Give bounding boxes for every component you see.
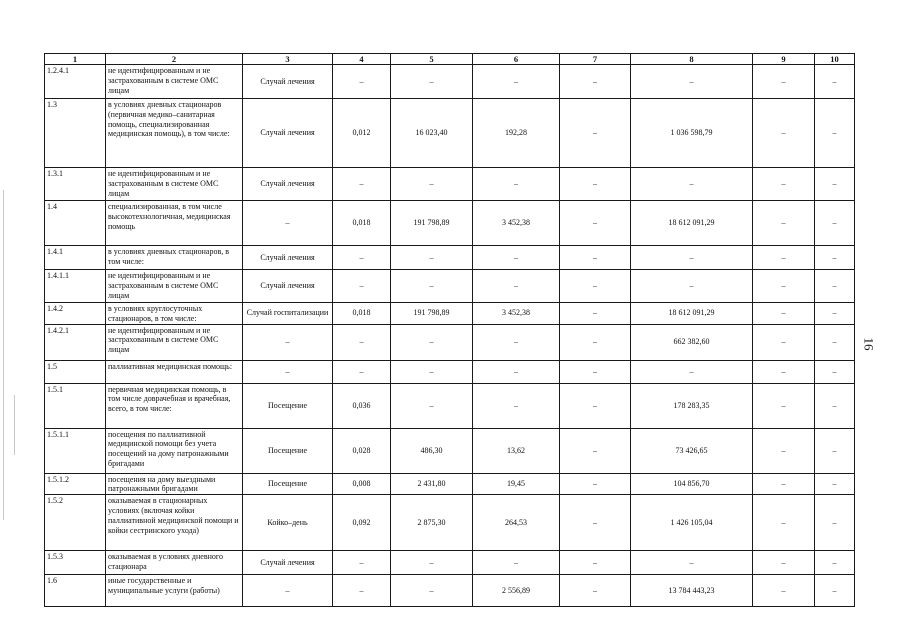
row-value-10: – [815,575,855,607]
row-value-7: – [560,495,631,551]
table-row [45,473,855,495]
row-value-5: – [391,168,473,201]
row-value-5: – [391,246,473,270]
row-unit: Посещение [243,473,333,495]
row-value-8: 73 426,65 [631,428,753,473]
row-name: не идентифицированным и не застрахованным в системе ОМС лицам [106,324,243,360]
row-value-10: – [815,428,855,473]
row-value-7: – [560,201,631,246]
row-code: 1.5.2 [45,495,106,551]
page-number: 16 [861,337,877,351]
row-value-7: – [560,575,631,607]
row-value-10: – [815,324,855,360]
row-value-8: 1 036 598,79 [631,99,753,168]
table-row [45,246,855,270]
row-value-9: – [753,65,815,99]
column-header: 8 [631,54,753,65]
row-value-9: – [753,168,815,201]
row-code: 1.4 [45,201,106,246]
scan-edge-mark [3,190,4,520]
row-name: посещения на дому выездными патронажными бригадами [106,473,243,495]
row-value-8: – [631,246,753,270]
row-value-5: – [391,575,473,607]
column-header: 1 [45,54,106,65]
row-value-4: – [333,360,391,383]
row-value-8: – [631,551,753,575]
row-value-7: – [560,270,631,303]
row-value-10: – [815,383,855,428]
row-value-4: 0,012 [333,99,391,168]
row-unit: Случай лечения [243,246,333,270]
row-unit: Случай лечения [243,65,333,99]
row-name: не идентифицированным и не застрахованным в системе ОМС лицам [106,65,243,99]
table-row [45,168,855,201]
row-name: не идентифицированным и не застрахованным в системе ОМС лицам [106,168,243,201]
row-name: оказываемая в стационарных условиях (включая койки паллиативной медицинской помощи и койки сестринского ухода) [106,495,243,551]
row-unit: Случай лечения [243,551,333,575]
table-row [45,270,855,303]
row-value-4: 0,018 [333,201,391,246]
row-value-4: – [333,551,391,575]
table-row [45,99,855,168]
row-value-8: 104 856,70 [631,473,753,495]
row-value-4: 0,092 [333,495,391,551]
row-value-6: – [473,246,560,270]
row-code: 1.5 [45,360,106,383]
row-value-9: – [753,495,815,551]
row-value-4: – [333,324,391,360]
table-row [45,383,855,428]
row-code: 1.2.4.1 [45,65,106,99]
row-value-7: – [560,65,631,99]
scan-edge-mark [14,395,15,455]
row-unit: Случай лечения [243,270,333,303]
row-value-8: 18 612 091,29 [631,303,753,325]
table-body [45,54,855,607]
row-unit: Случай госпитализации [243,303,333,325]
row-unit: Случай лечения [243,99,333,168]
row-name: в условиях дневных стационаров (первичная медико–санитарная помощь, специализированная медицинская помощь), в том числе: [106,99,243,168]
column-header: 3 [243,54,333,65]
row-value-5: 191 798,89 [391,201,473,246]
row-value-10: – [815,495,855,551]
row-value-5: – [391,383,473,428]
row-value-5: 16 023,40 [391,99,473,168]
row-value-7: – [560,428,631,473]
row-value-7: – [560,303,631,325]
table-row [45,201,855,246]
row-value-6: 3 452,38 [473,303,560,325]
column-header: 9 [753,54,815,65]
table-row [45,575,855,607]
row-name: в условиях круглосуточных стационаров, в том числе: [106,303,243,325]
row-code: 1.6 [45,575,106,607]
row-value-8: – [631,360,753,383]
data-table [44,53,855,607]
row-value-10: – [815,65,855,99]
row-value-8: 13 784 443,23 [631,575,753,607]
row-value-7: – [560,324,631,360]
row-value-8: – [631,168,753,201]
row-code: 1.4.2 [45,303,106,325]
row-code: 1.4.2.1 [45,324,106,360]
row-value-5: 486,30 [391,428,473,473]
row-value-9: – [753,473,815,495]
row-value-6: 19,45 [473,473,560,495]
row-value-7: – [560,246,631,270]
row-code: 1.4.1.1 [45,270,106,303]
row-name: не идентифицированным и не застрахованным в системе ОМС лицам [106,270,243,303]
row-value-6: – [473,168,560,201]
row-value-10: – [815,201,855,246]
row-code: 1.3.1 [45,168,106,201]
row-value-5: 191 798,89 [391,303,473,325]
row-value-8: – [631,65,753,99]
row-value-5: – [391,270,473,303]
row-value-7: – [560,473,631,495]
row-value-9: – [753,270,815,303]
row-code: 1.5.1.1 [45,428,106,473]
column-header: 4 [333,54,391,65]
column-header: 5 [391,54,473,65]
row-value-9: – [753,303,815,325]
row-value-9: – [753,551,815,575]
table-row [45,360,855,383]
row-unit: – [243,324,333,360]
row-value-4: 0,008 [333,473,391,495]
row-value-9: – [753,383,815,428]
row-name: оказываемая в условиях дневного стационара [106,551,243,575]
table-header-row [45,54,855,65]
row-value-8: 1 426 105,04 [631,495,753,551]
row-value-5: – [391,360,473,383]
row-value-9: – [753,201,815,246]
row-name: паллиативная медицинская помощь: [106,360,243,383]
row-value-5: 2 875,30 [391,495,473,551]
row-name: специализированная, в том числе высокотехнологичная, медицинская помощь [106,201,243,246]
row-value-10: – [815,168,855,201]
row-value-5: – [391,551,473,575]
row-value-9: – [753,428,815,473]
table-row [45,65,855,99]
row-value-4: – [333,575,391,607]
row-value-10: – [815,99,855,168]
row-value-8: 18 612 091,29 [631,201,753,246]
row-value-5: 2 431,80 [391,473,473,495]
row-value-9: – [753,99,815,168]
row-value-5: – [391,65,473,99]
row-value-4: 0,018 [333,303,391,325]
row-value-10: – [815,360,855,383]
row-name: иные государственные и муниципальные услуги (работы) [106,575,243,607]
row-unit: – [243,575,333,607]
row-value-6: 3 452,38 [473,201,560,246]
row-value-10: – [815,473,855,495]
row-value-6: 13,62 [473,428,560,473]
row-unit: Койко–день [243,495,333,551]
row-name: первичная медицинская помощь, в том числе доврачебная и врачебная, всего, в том числе: [106,383,243,428]
row-name: в условиях дневных стационаров, в том числе: [106,246,243,270]
row-value-7: – [560,383,631,428]
row-code: 1.3 [45,99,106,168]
row-value-6: – [473,360,560,383]
row-value-6: 2 556,89 [473,575,560,607]
table-row [45,428,855,473]
row-value-10: – [815,551,855,575]
column-header: 10 [815,54,855,65]
row-code: 1.5.1 [45,383,106,428]
document-sheet [44,53,855,607]
row-value-10: – [815,270,855,303]
row-value-8: 662 382,60 [631,324,753,360]
row-value-6: – [473,65,560,99]
row-value-9: – [753,575,815,607]
row-value-6: 192,28 [473,99,560,168]
row-value-9: – [753,324,815,360]
column-header: 7 [560,54,631,65]
row-value-9: – [753,246,815,270]
row-value-6: – [473,324,560,360]
row-unit: Посещение [243,428,333,473]
row-code: 1.5.3 [45,551,106,575]
row-value-6: – [473,383,560,428]
row-value-7: – [560,168,631,201]
table-row [45,495,855,551]
row-value-4: – [333,168,391,201]
row-code: 1.5.1.2 [45,473,106,495]
row-value-4: 0,028 [333,428,391,473]
row-unit: Случай лечения [243,168,333,201]
row-value-4: – [333,65,391,99]
row-value-7: – [560,551,631,575]
row-value-7: – [560,99,631,168]
row-unit: – [243,201,333,246]
row-name: посещения по паллиативной медицинской помощи без учета посещений на дому патронажными бригадами [106,428,243,473]
column-header: 2 [106,54,243,65]
column-header: 6 [473,54,560,65]
row-value-9: – [753,360,815,383]
row-value-6: – [473,270,560,303]
row-value-4: 0,036 [333,383,391,428]
row-value-7: – [560,360,631,383]
row-value-4: – [333,246,391,270]
row-unit: Посещение [243,383,333,428]
row-value-10: – [815,303,855,325]
row-value-10: – [815,246,855,270]
row-value-5: – [391,324,473,360]
row-value-8: – [631,270,753,303]
row-value-6: 264,53 [473,495,560,551]
row-unit: – [243,360,333,383]
row-code: 1.4.1 [45,246,106,270]
row-value-8: 178 283,35 [631,383,753,428]
table-row [45,324,855,360]
table-row [45,551,855,575]
table-row [45,303,855,325]
row-value-6: – [473,551,560,575]
row-value-4: – [333,270,391,303]
